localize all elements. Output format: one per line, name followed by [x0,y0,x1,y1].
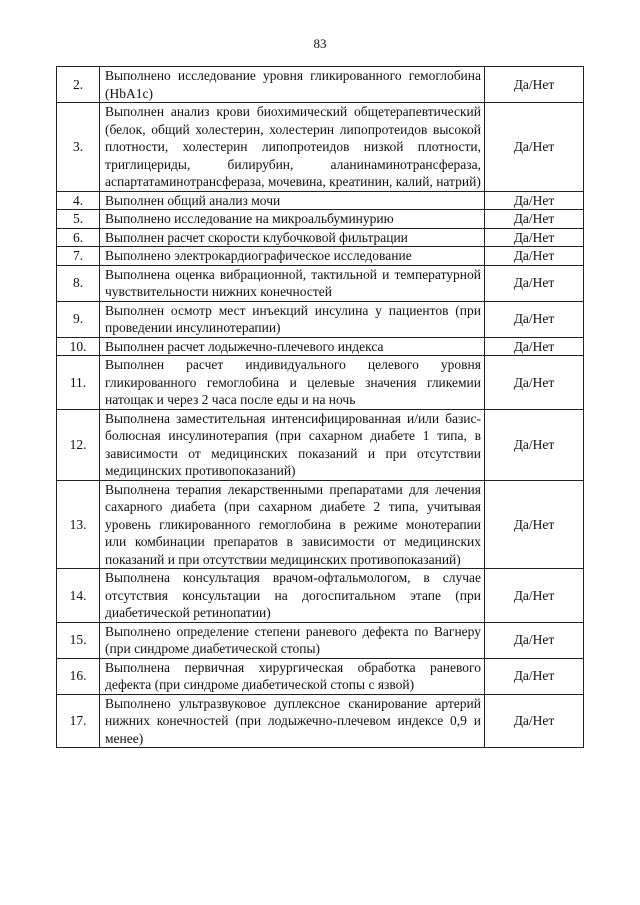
criterion-text-content: Выполнен расчет лодыжечно-плечевого индекса [105,338,384,354]
answer-cell: Да/Нет [485,658,584,694]
criterion-text [100,247,485,266]
row-number: 14. [57,569,100,623]
criterion-text-content: Выполнено электрокардиографическое исследование [105,248,412,263]
table-row [57,694,584,748]
criterion-text [100,191,485,210]
row-number: 3. [57,103,100,192]
criterion-text-content: Выполнен общий анализ мочи [105,192,281,208]
row-number: 2. [57,67,100,103]
criterion-text [100,103,485,192]
criterion-text [100,658,485,694]
criterion-text [100,210,485,229]
table-row [57,301,584,337]
row-number: 13. [57,480,100,569]
row-number: 16. [57,658,100,694]
criterion-text [100,694,485,748]
table-row [57,480,584,569]
answer-cell: Да/Нет [485,228,584,247]
answer-cell: Да/Нет [485,247,584,266]
answer-cell: Да/Нет [485,103,584,192]
row-number: 4. [57,191,100,210]
criterion-text-content: Выполнена терапия лекарственными препаратами для лечения сахарного диабета (при сахарном диабете 2 типа, учитывая уровень гликированного гемоглобина в режиме монотерапии или комбинации препаратов в зависимости от медицинских показаний и при отсутствии медицинских противопоказаний) [105,481,481,567]
table-row [57,228,584,247]
criterion-text-content: Выполнена заместительная интенсифицированная и/или базис-болюсная инсулинотерапия (при сахарном диабете 1 типа, в зависимости от медицинских показаний и при отсутствии медицинских противопоказаний) [105,410,481,478]
answer-cell: Да/Нет [485,191,584,210]
table-row [57,265,584,301]
answer-cell: Да/Нет [485,694,584,748]
criterion-text [100,569,485,623]
criterion-text-content: Выполнено ультразвуковое дуплексное сканирование артерий нижних конечностей (при лодыжечно-плечевом индексе 0,9 и менее) [105,695,481,746]
criterion-text-content: Выполнено определение степени раневого дефекта по Вагнеру (при синдроме диабетической стопы) [105,623,481,656]
answer-cell: Да/Нет [485,210,584,229]
table-body [57,67,584,748]
table-row [57,337,584,356]
criterion-text-content: Выполнена первичная хирургическая обработка раневого дефекта (при синдроме диабетической стопы с язвой) [105,659,481,692]
answer-cell: Да/Нет [485,622,584,658]
row-number: 17. [57,694,100,748]
answer-cell: Да/Нет [485,409,584,480]
quality-criteria-table [56,66,584,748]
criterion-text-content: Выполнен осмотр мест инъекций инсулина у пациентов (при проведении инсулинотерапии) [105,302,481,335]
criterion-text [100,67,485,103]
table-row [57,67,584,103]
criterion-text [100,409,485,480]
row-number: 7. [57,247,100,266]
table-row [57,409,584,480]
criterion-text [100,301,485,337]
row-number: 10. [57,337,100,356]
answer-cell: Да/Нет [485,356,584,410]
table-row [57,191,584,210]
answer-cell: Да/Нет [485,67,584,103]
criterion-text-content: Выполнено исследование уровня гликированного гемоглобина (HbA1c) [105,68,481,101]
criterion-text-content: Выполнен расчет индивидуального целевого уровня гликированного гемоглобина и целевые значения гликемии натощак и через 2 часа после еды и на ночь [105,357,481,407]
criterion-text-content: Выполнен анализ крови биохимический общетерапевтический (белок, общий холестерин, холестерин липопротеидов высокой плотности, холестерин липопротеидов низкой плотности, триглицериды, билирубин, аланинаминотрансфераза, аспартатаминотрансфераза, мочевина, креатинин, калий, натрий) [105,104,481,189]
criterion-text-content: Выполнена оценка вибрационной, тактильной и температурной чувствительности нижних конечностей [105,266,481,299]
row-number: 6. [57,228,100,247]
criterion-text [100,228,485,247]
row-number: 15. [57,622,100,658]
criterion-text-content: Выполнено исследование на микроальбуминурию [105,211,394,226]
table-row [57,210,584,229]
row-number: 8. [57,265,100,301]
criterion-text [100,480,485,569]
row-number: 12. [57,409,100,480]
answer-cell: Да/Нет [485,301,584,337]
table-row [57,622,584,658]
criterion-text [100,622,485,658]
row-number: 9. [57,301,100,337]
criterion-text [100,337,485,356]
answer-cell: Да/Нет [485,569,584,623]
row-number: 11. [57,356,100,410]
answer-cell: Да/Нет [485,480,584,569]
criterion-text-content: Выполнен расчет скорости клубочковой фильтрации [105,229,408,245]
criterion-text-content: Выполнена консультация врачом-офтальмологом, в случае отсутствия консультации на догоспитальном этапе (при диабетической ретинопатии) [105,570,481,620]
page-number: 83 [313,36,327,51]
table-row [57,569,584,623]
answer-cell: Да/Нет [485,337,584,356]
table-row [57,356,584,410]
row-number: 5. [57,210,100,229]
table-row [57,658,584,694]
criterion-text [100,356,485,410]
table-row [57,247,584,266]
table-row [57,103,584,192]
criterion-text [100,265,485,301]
answer-cell: Да/Нет [485,265,584,301]
